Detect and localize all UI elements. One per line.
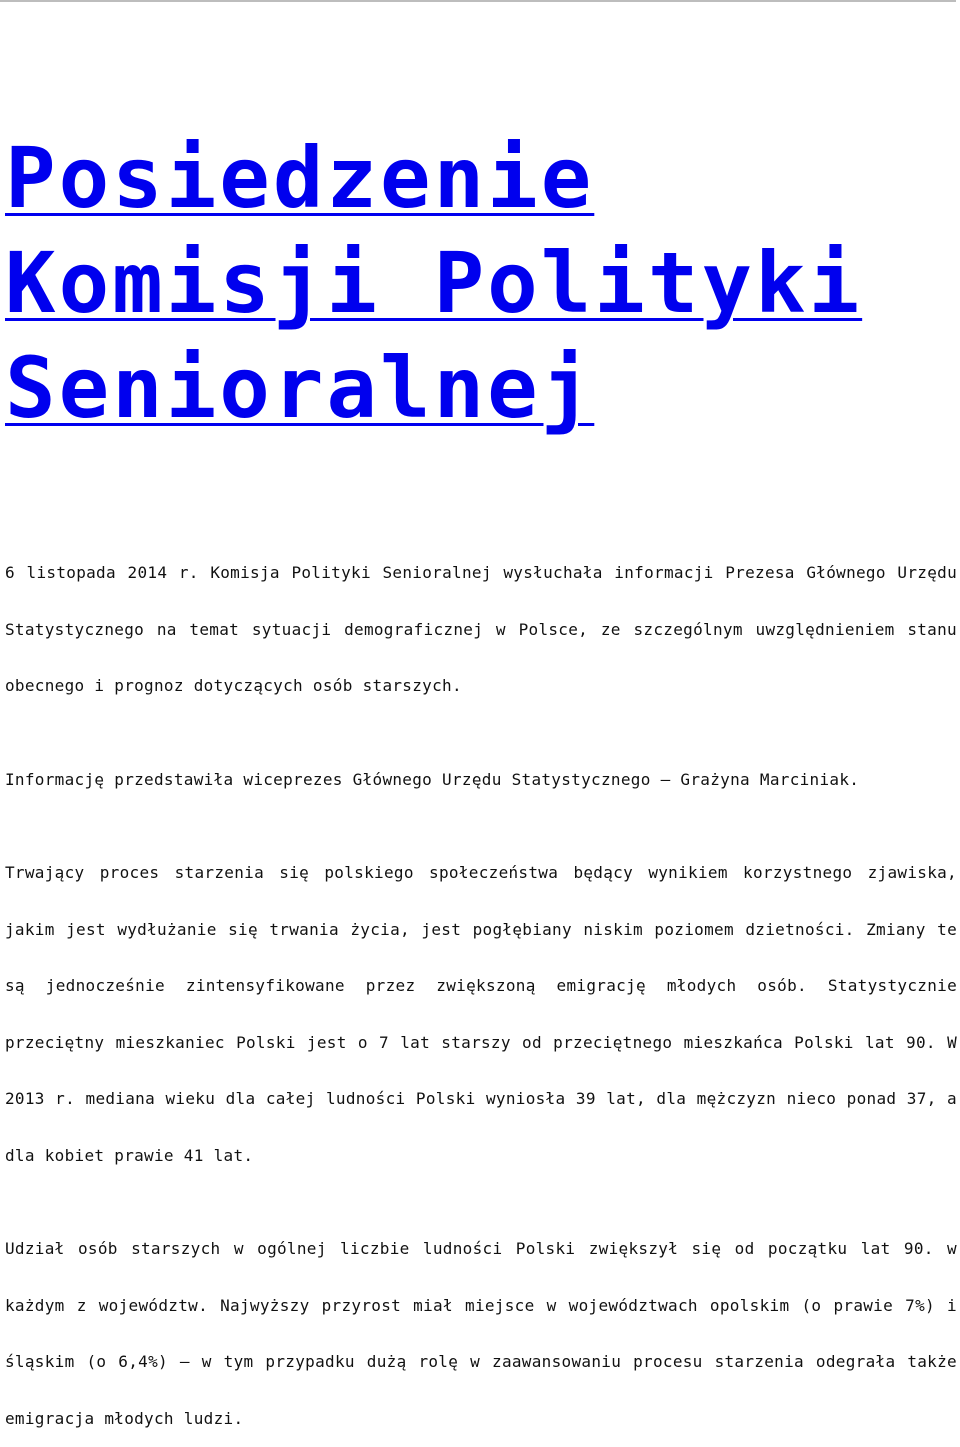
paragraph-presenter: Informację przedstawiła wiceprezes Głównego Urzędu Statystycznego – Grażyna Marciniak. — [5, 769, 860, 789]
paragraph-aging-process: Trwający proces starzenia się polskiego społeczeństwa będący wynikiem korzystnego zjawiska, jakim jest wydłużanie się trwania życia, jest pogłębiany niskim poziomem dzietności. Zmiany te są jednocześnie zintensyfikowane przez zwiększoną emigrację młodych osób. Statystycznie przeciętny mieszkaniec Polski jest o 7 lat starszy od przeciętnego mieszkańca Polski lat 90. W 2013 r. mediana wieku dla całej ludności Polski wyniosła 39 lat, dla mężczyzn nieco ponad 37, a dla kobiet prawie 41 lat. — [5, 863, 957, 1165]
paragraph-regional-share: Udział osób starszych w ogólnej liczbie ludności Polski zwiększył się od początku lat 90. w każdym z województw. Najwyższy przyrost miał miejsce w województwach opolskim (o prawie 7%) i śląskim (o 6,4%) – w tym przypadku dużą rolę w zaawansowaniu procesu starzenia odegrała także emigracja młodych ludzi. — [5, 1239, 957, 1428]
page-title-link[interactable]: Posiedzenie Komisji Polityki Senioralnej — [5, 129, 863, 437]
paragraph-intro: 6 listopada 2014 r. Komisja Polityki Senioralnej wysłuchała informacji Prezesa Głównego Urzędu Statystycznego na temat sytuacji demograficznej w Polsce, ze szczególnym uwzględnieniem stanu obecnego i prognoz dotyczących osób starszych. — [5, 563, 957, 695]
top-divider — [0, 0, 956, 2]
article-body — [5, 545, 957, 1447]
page-title — [5, 126, 957, 441]
